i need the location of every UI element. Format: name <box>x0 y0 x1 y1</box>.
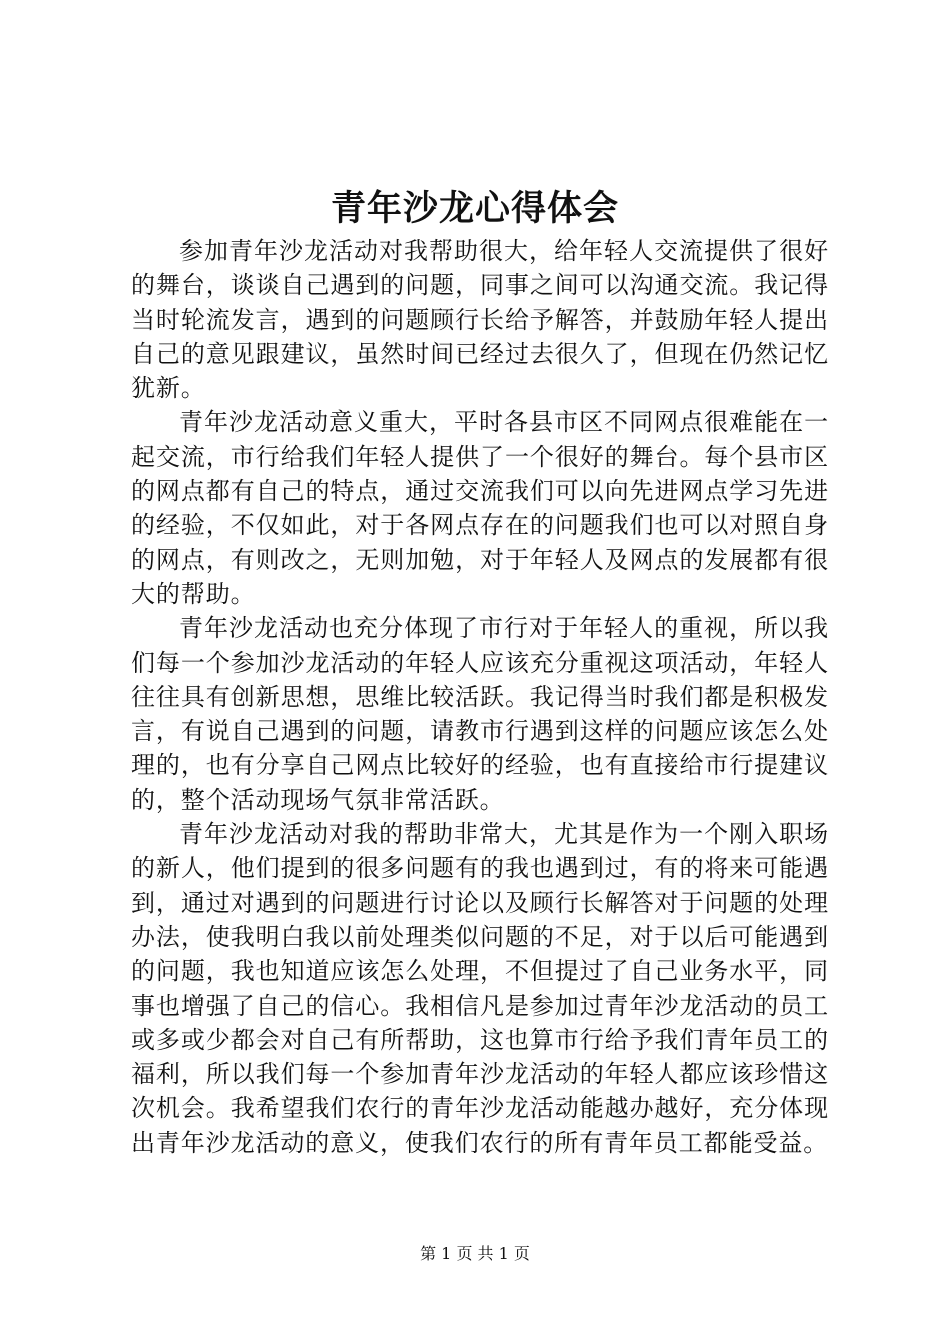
page-footer: 第 1 页 共 1 页 <box>420 1244 530 1263</box>
paragraph-2: 青年沙龙活动意义重大，平时各县市区不同网点很难能在一起交流，市行给我们年轻人提供了一个很好的舞台。每个县市区的网点都有自己的特点，通过交流我们可以向先进网点学习先进的经验，不仅如此，对于各网点存在的问题我们也可以对照自身的网点，有则改之，无则加勉，对于年轻人及网点的发展都有很大的帮助。 <box>131 408 829 608</box>
paragraph-3: 青年沙龙活动也充分体现了市行对于年轻人的重视，所以我们每一个参加沙龙活动的年轻人应该充分重视这项活动，年轻人往往具有创新思想，思维比较活跃。我记得当时我们都是积极发言，有说自己遇到的问题，请教市行遇到这样的问题应该怎么处理的，也有分享自己网点比较好的经验，也有直接给市行提建议的，整个活动现场气氛非常活跃。 <box>131 614 829 814</box>
paragraph-4: 青年沙龙活动对我的帮助非常大，尤其是作为一个刚入职场的新人，他们提到的很多问题有的我也遇到过，有的将来可能遇到，通过对遇到的问题进行讨论以及顾行长解答对于问题的处理办法，使我明白我以前处理类似问题的不足，对于以后可能遇到的问题，我也知道应该怎么处理，不但提过了自己业务水平，同事也增强了自己的信心。我相信凡是参加过青年沙龙活动的员工或多或少都会对自己有所帮助，这也算市行给予我们青年员工的福利，所以我们每一个参加青年沙龙活动的年轻人都应该珍惜这次机会。我希望我们农行的青年沙龙活动能越办越好，充分体现出青年沙龙活动的意义，使我们农行的所有青年员工都能受益。 <box>131 820 829 1157</box>
document-title: 青年沙龙心得体会 <box>330 188 619 229</box>
document-body <box>131 234 829 1160</box>
paragraph-1: 参加青年沙龙活动对我帮助很大，给年轻人交流提供了很好的舞台，谈谈自己遇到的问题，同事之间可以沟通交流。我记得当时轮流发言，遇到的问题顾行长给予解答，并鼓励年轻人提出自己的意见跟建议，虽然时间已经过去很久了，但现在仍然记忆犹新。 <box>131 237 829 403</box>
